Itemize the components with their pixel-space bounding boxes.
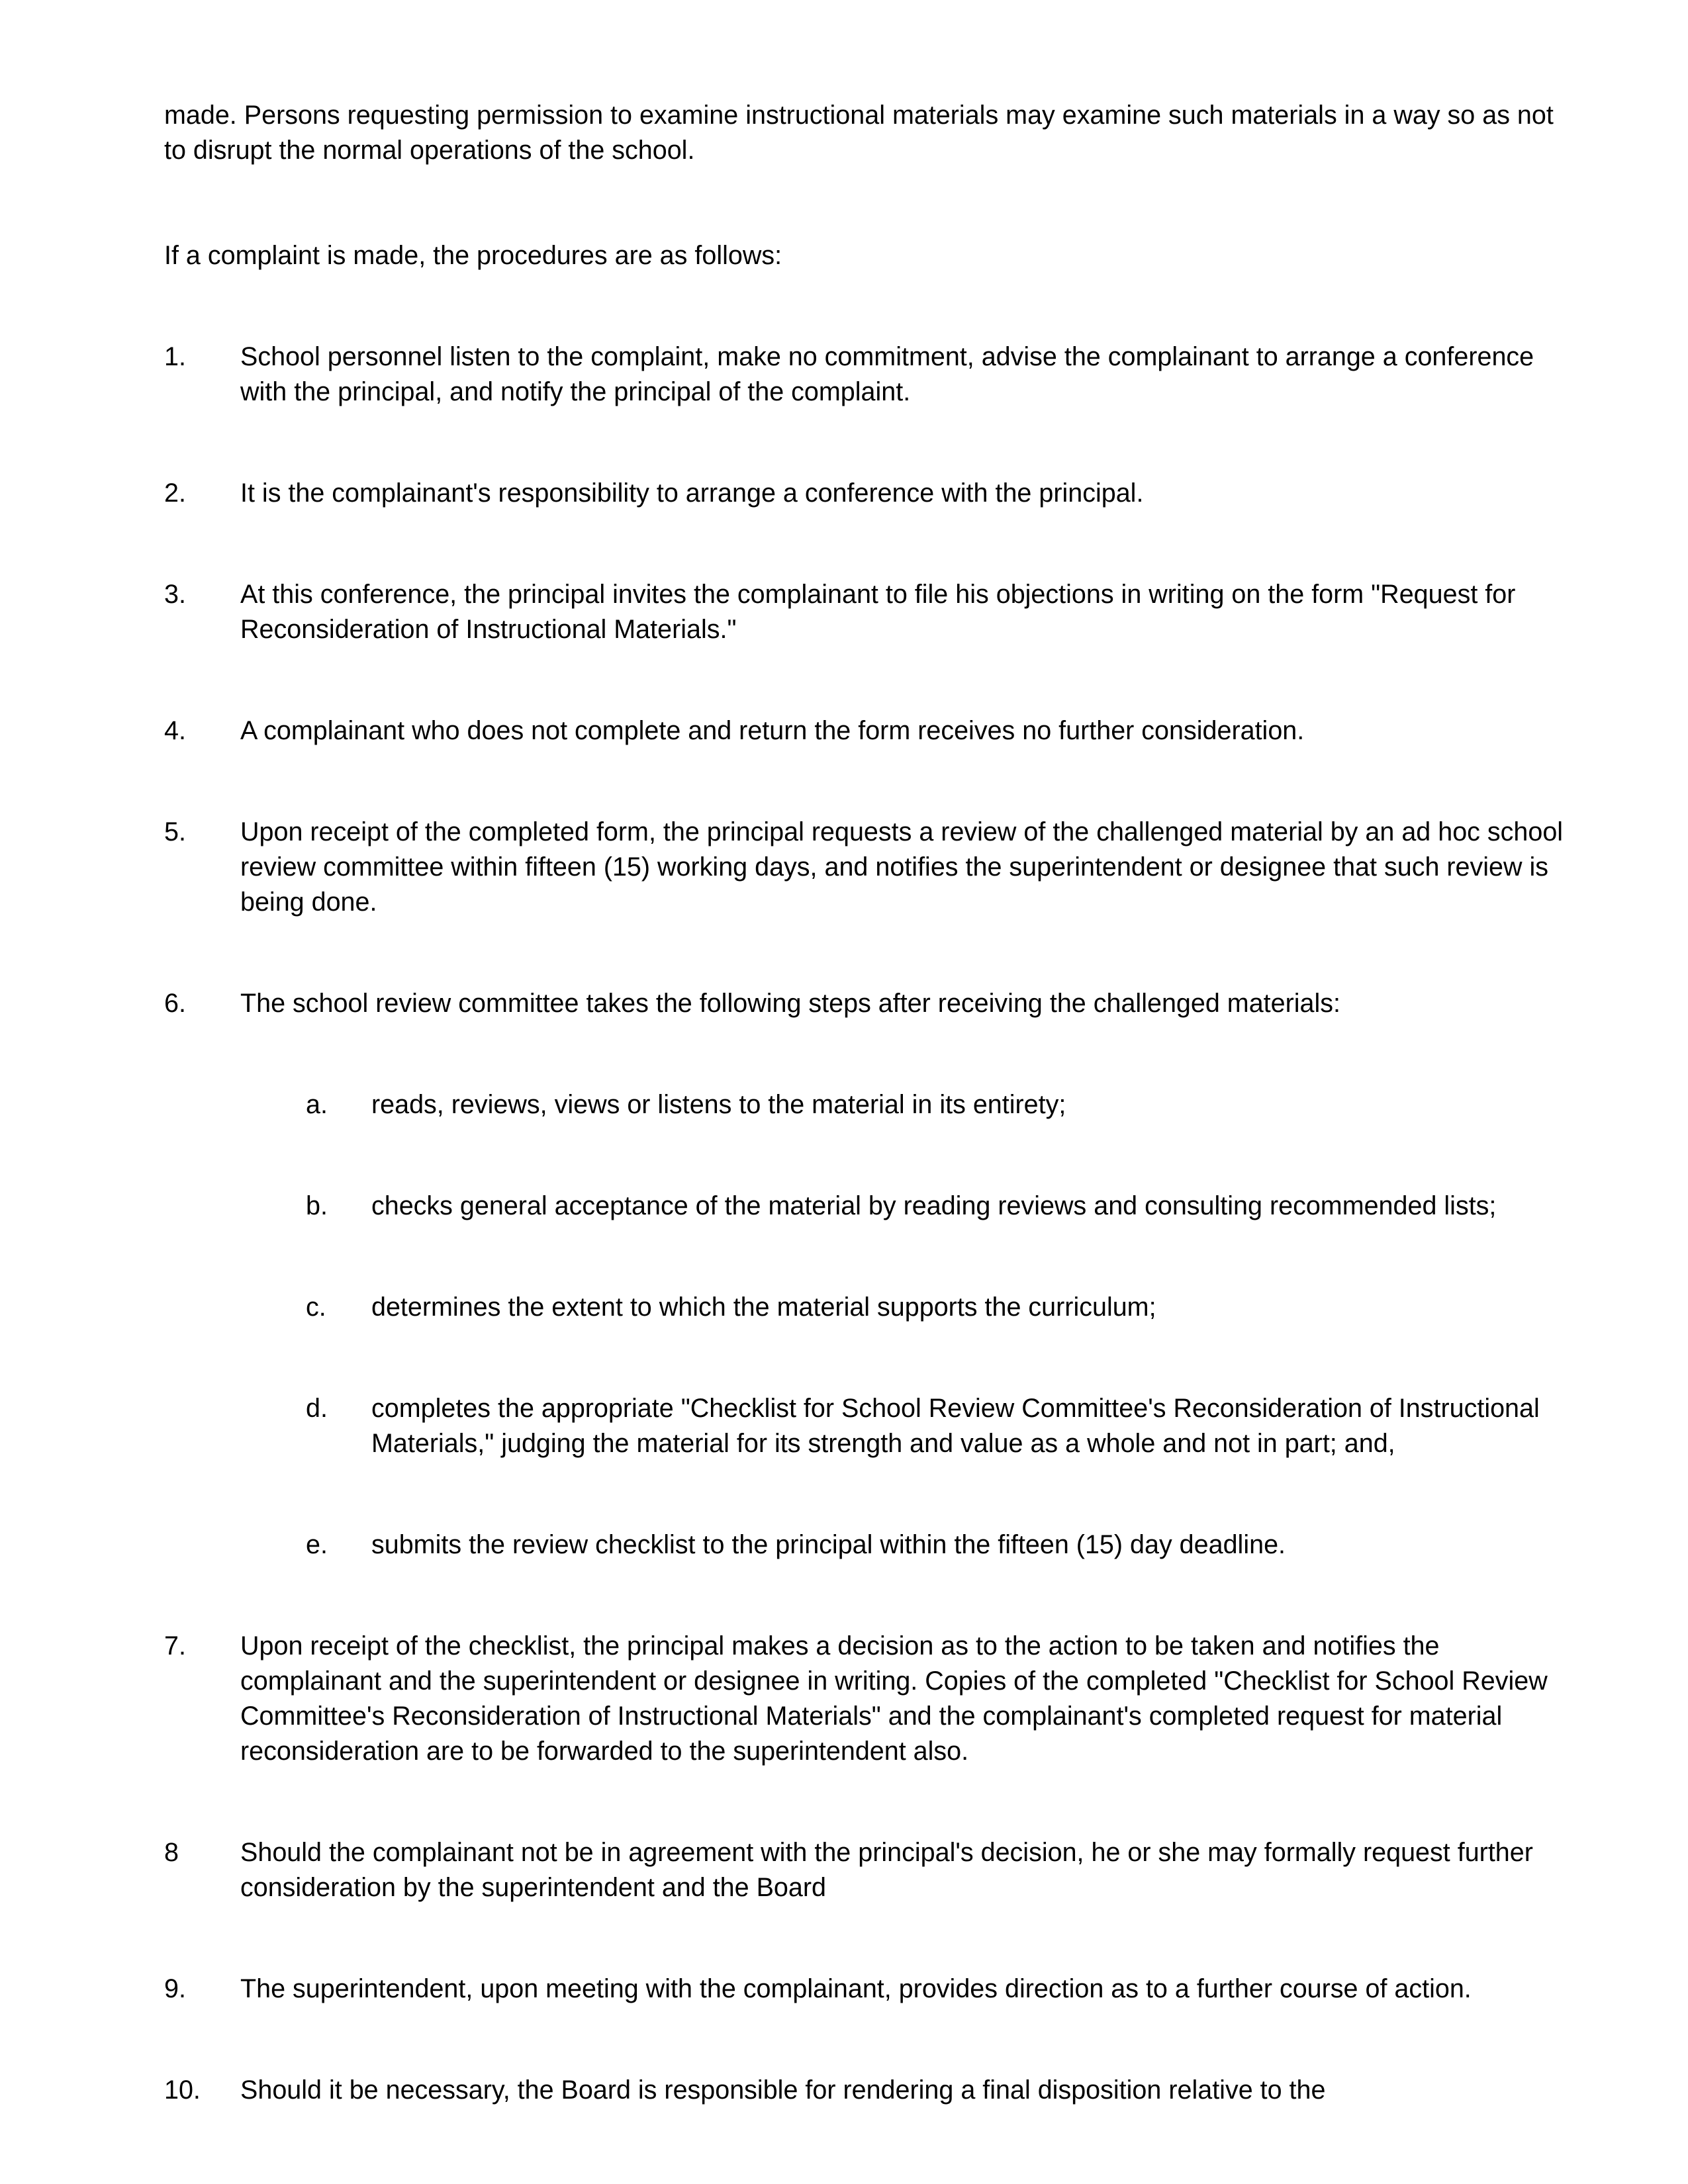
list-item-text: Should the complainant not be in agreement with the principal's decision, he or she may formally request further consideration by the superintendent and the Board <box>240 1838 1533 1902</box>
list-item-text: A complainant who does not complete and return the form receives no further consideration. <box>240 716 1305 745</box>
intro-paragraph-2: If a complaint is made, the procedures are as follows: <box>164 241 782 270</box>
list-item <box>164 713 1582 749</box>
list-item <box>164 577 1582 647</box>
sublist-item <box>306 1391 1582 1461</box>
list-item <box>164 1835 1582 1905</box>
sublist-item-marker: b. <box>306 1191 328 1220</box>
document-body <box>164 98 1582 2108</box>
list-item <box>164 815 1582 920</box>
list-item-marker: 8 <box>164 1838 179 1867</box>
list-item-text: School personnel listen to the complaint, make no commitment, advise the complainant to arrange a conference with the principal, and notify the principal of the complaint. <box>240 342 1534 406</box>
list-item-text: Should it be necessary, the Board is responsible for rendering a final disposition relative to the <box>240 2075 1326 2105</box>
list-item-marker: 2. <box>164 478 186 508</box>
list-item <box>164 1629 1582 1769</box>
list-item <box>164 2073 1582 2108</box>
intro-paragraph-1: made. Persons requesting permission to examine instructional materials may examine such materials in a way so as not to disrupt the normal operations of the school. <box>164 101 1554 165</box>
procedure-sublist <box>240 1087 1582 1563</box>
sublist-item-text: reads, reviews, views or listens to the material in its entirety; <box>371 1090 1066 1119</box>
paragraph-spacer <box>164 273 1582 340</box>
list-item-text: The superintendent, upon meeting with the complainant, provides direction as to a further course of action. <box>240 1974 1472 2003</box>
list-item <box>164 986 1582 1563</box>
list-item-marker: 6. <box>164 989 186 1018</box>
list-item <box>164 340 1582 410</box>
list-item-text: Upon receipt of the completed form, the principal requests a review of the challenged material by an ad hoc school review committee within fifteen (15) working days, and notifies the superintendent or designee that such review is being done. <box>240 817 1564 917</box>
procedure-list <box>164 340 1582 2108</box>
sublist-item-marker: d. <box>306 1394 328 1423</box>
list-item-marker: 5. <box>164 817 186 846</box>
paragraph-spacer <box>164 168 1582 238</box>
sublist-item-marker: e. <box>306 1530 328 1559</box>
list-item-text: It is the complainant's responsibility to arrange a conference with the principal. <box>240 478 1144 508</box>
sublist-item <box>306 1087 1582 1122</box>
list-item-text: At this conference, the principal invites the complainant to file his objections in writing on the form "Request for Reconsideration of Instructional Materials." <box>240 580 1516 644</box>
list-item-marker: 9. <box>164 1974 186 2003</box>
list-item-marker: 7. <box>164 1631 186 1661</box>
sublist-item-text: completes the appropriate "Checklist for School Review Committee's Reconsideration of Instructional Materials," judging the material for its strength and value as a whole and not in part; and, <box>371 1394 1540 1458</box>
list-item-text: Upon receipt of the checklist, the principal makes a decision as to the action to be taken and notifies the complainant and the superintendent or designee in writing. Copies of the completed "Checklist for School Review Committee's Reconsideration of Instructional Materials" and the complainant's completed request for material reconsideration are to be forwarded to the superintendent also. <box>240 1631 1548 1766</box>
list-item-marker: 4. <box>164 716 186 745</box>
sublist-item-text: submits the review checklist to the principal within the fifteen (15) day deadline. <box>371 1530 1286 1559</box>
sublist-item-marker: a. <box>306 1090 328 1119</box>
list-item-marker: 3. <box>164 580 186 609</box>
sublist-item-text: determines the extent to which the material supports the curriculum; <box>371 1293 1156 1322</box>
sublist-item <box>306 1290 1582 1325</box>
list-item-marker: 1. <box>164 342 186 371</box>
list-item <box>164 476 1582 511</box>
list-item <box>164 1972 1582 2007</box>
sublist-item <box>306 1527 1582 1563</box>
sublist-item-marker: c. <box>306 1293 326 1322</box>
sublist-item <box>306 1189 1582 1224</box>
list-item-text: The school review committee takes the following steps after receiving the challenged materials: <box>240 989 1341 1018</box>
list-item-marker: 10. <box>164 2075 201 2105</box>
sublist-item-text: checks general acceptance of the material by reading reviews and consulting recommended lists; <box>371 1191 1497 1220</box>
